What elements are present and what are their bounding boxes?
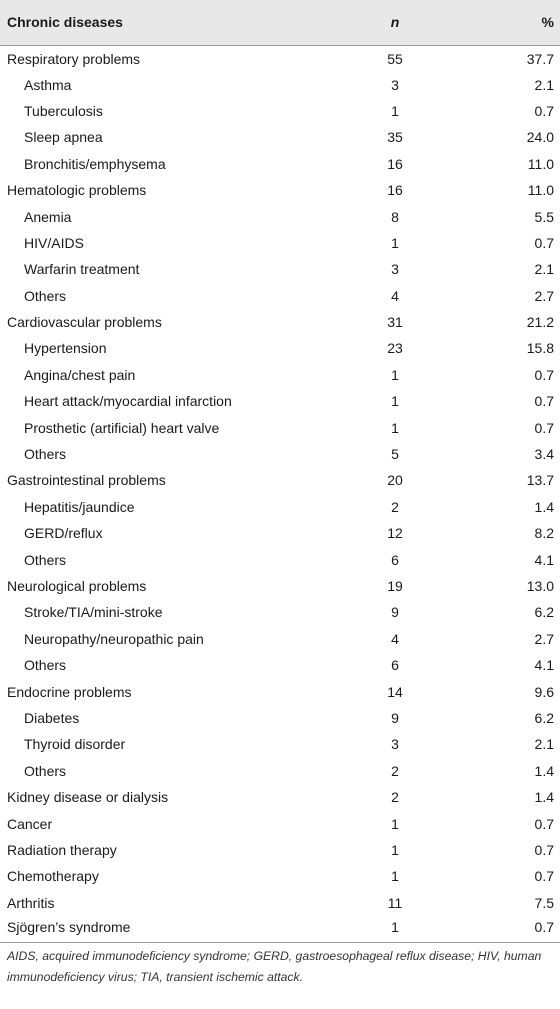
header-row [0,0,560,45]
percent-cell: 0.7 [534,234,554,251]
count-cell: 1 [391,868,399,885]
count-cell: 16 [387,155,403,172]
category-label: Hematologic problems [7,182,147,199]
subcategory-label: Others [24,287,67,304]
table-row [0,705,560,731]
subcategory-label: Diabetes [24,709,80,726]
count-cell: 5 [391,446,399,463]
category-label: Arthritis [7,894,55,911]
count-cell: 1 [391,102,399,119]
subcategory-label: Tuberculosis [24,102,103,119]
table-row [0,45,560,71]
percent-cell: 21.2 [526,314,554,331]
percent-cell: 2.1 [534,736,554,753]
percent-cell: 2.1 [534,261,554,278]
category-label: Gastrointestinal problems [7,472,166,489]
subcategory-label: HIV/AIDS [24,234,84,251]
table-row [0,678,560,704]
table-row [0,731,560,757]
percent-cell: 13.7 [526,472,554,489]
table-row [0,837,560,863]
percent-cell: 1.4 [534,762,554,779]
count-cell: 3 [391,261,399,278]
percent-cell: 11.0 [527,182,554,199]
subcategory-label: Neuropathy/neuropathic pain [24,630,204,647]
category-label: Chemotherapy [7,868,99,885]
percent-cell: 0.7 [534,419,554,436]
count-cell: 9 [391,709,399,726]
percent-cell: 1.4 [534,498,554,515]
count-cell: 9 [391,604,399,621]
header-n: n [340,0,450,45]
category-label: Cancer [7,815,53,832]
percent-cell: 15.8 [526,340,554,357]
table-row [0,441,560,467]
percent-cell: 4.1 [534,551,554,568]
count-cell: 19 [387,578,403,594]
category-label: Sjögren’s syndrome [0,916,340,942]
percent-cell: 0.7 [534,102,554,119]
table-row [0,467,560,493]
header-chronic-diseases: Chronic diseases [0,0,340,45]
count-cell: 1 [391,366,399,383]
header-percent: % [450,0,560,45]
count-cell: 3 [391,736,399,753]
table-row [0,758,560,784]
table-row [0,916,560,942]
count-cell: 1 [391,234,399,251]
category-label: Respiratory problems [7,51,141,68]
percent-cell: 13.0 [526,578,554,594]
percent-cell: 2.7 [534,630,554,647]
count-cell: 1 [391,393,399,410]
subcategory-label: Stroke/TIA/mini-stroke [24,604,163,621]
subcategory-label: Hypertension [24,340,107,357]
table-row [0,335,560,361]
count-cell: 20 [387,472,403,489]
category-label: Neurological problems [7,578,147,594]
subcategory-label: Thyroid disorder [24,736,126,753]
table-row [0,256,560,282]
count-cell: 3 [391,76,399,93]
percent-cell: 7.5 [534,894,554,911]
subcategory-label: Sleep apnea [24,129,103,146]
category-label: Endocrine problems [7,683,132,700]
subcategory-label: Others [24,551,67,568]
count-cell: 2 [391,762,399,779]
count-cell: 11 [387,894,403,911]
table-row [0,230,560,256]
subcategory-label: Angina/chest pain [24,366,136,383]
percent-cell: 2.1 [534,76,554,93]
subcategory-label: Others [24,762,67,779]
table-row [0,599,560,625]
subcategory-label: Hepatitis/jaundice [24,498,135,515]
category-label: Radiation therapy [7,841,117,858]
count-cell: 6 [391,657,399,674]
table-body [0,45,560,942]
subcategory-label: Heart attack/myocardial infarction [24,393,232,410]
count-cell: 1 [391,841,399,858]
count-cell: 12 [387,525,403,542]
count-cell: 1 [340,916,450,942]
percent-cell: 11.0 [527,155,554,172]
percent-cell: 0.7 [534,393,554,410]
count-cell: 4 [391,630,399,647]
count-cell: 14 [387,683,403,700]
percent-cell: 4.1 [534,657,554,674]
table-header [0,0,560,45]
category-label: Cardiovascular problems [7,314,162,331]
table-row [0,151,560,177]
count-cell: 55 [387,51,403,68]
subcategory-label: GERD/reflux [24,525,103,542]
count-cell: 2 [391,498,399,515]
table-row [0,863,560,889]
table-row [0,573,560,599]
table-row [0,414,560,440]
percent-cell: 0.7 [450,916,560,942]
table-row [0,362,560,388]
category-label: Kidney disease or dialysis [7,789,169,806]
table-row [0,520,560,546]
table-row [0,494,560,520]
percent-cell: 1.4 [534,789,554,806]
count-cell: 1 [391,419,399,436]
count-cell: 23 [387,340,403,357]
percent-cell: 0.7 [534,868,554,885]
count-cell: 31 [387,314,403,331]
table-row [0,652,560,678]
percent-cell: 9.6 [534,683,554,700]
percent-cell: 0.7 [534,815,554,832]
table-row [0,203,560,229]
percent-cell: 24.0 [526,129,554,146]
percent-cell: 2.7 [534,287,554,304]
count-cell: 35 [387,129,403,146]
subcategory-label: Anemia [24,208,72,225]
count-cell: 4 [391,287,399,304]
percent-cell: 3.4 [534,446,554,463]
percent-cell: 6.2 [534,604,554,621]
subcategory-label: Warfarin treatment [24,261,140,278]
table-row [0,98,560,124]
percent-cell: 8.2 [534,525,554,542]
table-footnote: AIDS, acquired immunodeficiency syndrome; GERD, gastroesophageal reflux disease; HIV, human immunodeficiency virus; TIA, transient ischemic attack. [7,948,542,984]
percent-cell: 5.5 [534,208,554,225]
count-cell: 16 [387,182,403,199]
table-row [0,810,560,836]
table-row [0,309,560,335]
percent-cell: 0.7 [534,841,554,858]
table-row [0,71,560,97]
percent-cell: 6.2 [534,709,554,726]
table-row [0,890,560,916]
count-cell: 6 [391,551,399,568]
table-row [0,626,560,652]
table-row [0,177,560,203]
count-cell: 2 [391,789,399,806]
table-row [0,784,560,810]
count-cell: 8 [391,208,399,225]
subcategory-label: Prosthetic (artificial) heart valve [24,419,220,436]
subcategory-label: Others [24,657,67,674]
table-row [0,124,560,150]
table-row [0,283,560,309]
count-cell: 1 [391,815,399,832]
subcategory-label: Others [24,446,67,463]
percent-cell: 37.7 [526,51,554,68]
subcategory-label: Asthma [24,76,72,93]
subcategory-label: Bronchitis/emphysema [24,155,166,172]
table-row [0,546,560,572]
table-row [0,388,560,414]
percent-cell: 0.7 [534,366,554,383]
